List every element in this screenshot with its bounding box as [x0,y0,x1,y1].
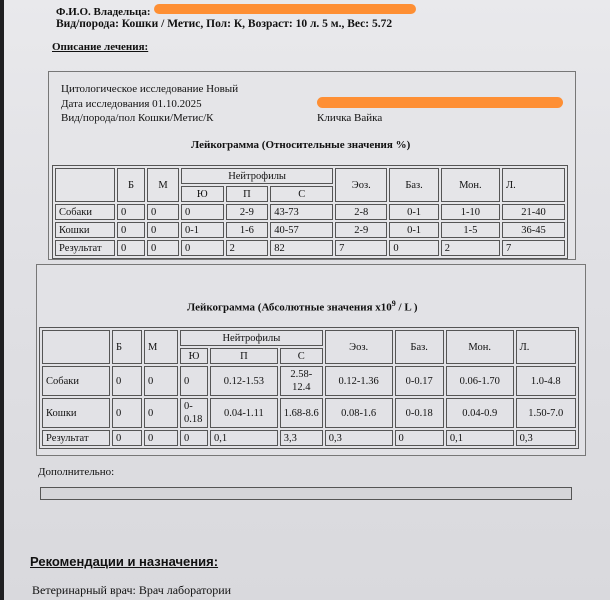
col-b: Б [117,168,145,202]
absolute-leukogram-panel [36,264,586,456]
cell-yu: 0 [180,430,208,446]
redaction-owner [154,4,416,14]
pet-info: Вид/порода: Кошки / Метис, Пол: К, Возраст: 10 л. 5 м., Вес: 5.72 [56,18,393,30]
cell-m: 0 [147,222,179,238]
cell-l: 0,3 [516,430,576,446]
redaction-clinic [317,97,563,108]
cell-mon: 1-10 [441,204,500,220]
cell-p: 2 [226,240,269,256]
additional-field [40,487,572,500]
cell-yu: 0 [181,204,224,220]
cell-eos: 0,3 [325,430,393,446]
col-baz: Баз. [389,168,438,202]
cell-p: 0,1 [210,430,278,446]
cell-yu: 0-1 [181,222,224,238]
col-yu: Ю [180,348,208,364]
cell-b: 0 [112,366,142,396]
cell-eos: 2-8 [335,204,387,220]
col-p: П [210,348,278,364]
cell-mon: 0.04-0.9 [446,398,514,428]
cell-yu: 0 [180,366,208,396]
cell-b: 0 [117,222,145,238]
cell-yu: 0 [181,240,224,256]
col-eos: Эоз. [335,168,387,202]
row-name: Собаки [55,204,115,220]
vet-line: Ветеринарный врач: Врач лаборатории [32,583,232,597]
col-l: Л. [502,168,565,202]
col-yu: Ю [181,186,224,202]
cell-baz: 0 [395,430,444,446]
cell-eos: 0.08-1.6 [325,398,393,428]
cell-yu: 0-0.18 [180,398,208,428]
cell-eos: 0.12-1.36 [325,366,393,396]
cell-l: 21-40 [502,204,565,220]
col-baz: Баз. [395,330,444,364]
row-name: Кошки [55,222,115,238]
col-neutrophils: Нейтрофилы [181,168,333,184]
cell-eos: 2-9 [335,222,387,238]
col-p: П [226,186,269,202]
cell-m: 0 [144,430,178,446]
corner-cell [55,168,115,202]
absolute-table [39,327,579,449]
recommendations-label: Рекомендации и назначения: [30,554,219,569]
table-row [55,204,565,220]
cell-l: 1.50-7.0 [516,398,576,428]
cell-baz: 0 [389,240,438,256]
cell-eos: 7 [335,240,387,256]
row-name: Кошки [42,398,110,428]
cell-b: 0 [117,240,145,256]
cell-p: 0.12-1.53 [210,366,278,396]
table-row [55,240,565,256]
absolute-title-end: / L ) [395,301,418,314]
cell-l: 1.0-4.8 [516,366,576,396]
owner-label: Ф.И.О. Владельца: [56,6,151,18]
cell-baz: 0-0.17 [395,366,444,396]
cell-s: 2.58-12.4 [280,366,323,396]
cell-s: 40-57 [270,222,333,238]
col-neutrophils: Нейтрофилы [180,330,323,346]
table-row [42,398,576,428]
cell-m: 0 [147,240,179,256]
relative-leukogram-panel [48,71,576,260]
absolute-title [187,299,417,314]
cell-m: 0 [147,204,179,220]
cell-p: 2-9 [226,204,269,220]
cell-b: 0 [112,398,142,428]
cell-b: 0 [112,430,142,446]
table-row [55,222,565,238]
cell-baz: 0-1 [389,204,438,220]
relative-table [52,165,568,259]
col-m: М [144,330,178,364]
treatment-label: Описание лечения: [52,41,149,53]
col-mon: Мон. [446,330,514,364]
cell-mon: 2 [441,240,500,256]
additional-label: Дополнительно: [38,466,115,478]
cell-mon: 1-5 [441,222,500,238]
col-l: Л. [516,330,576,364]
col-m: М [147,168,179,202]
absolute-title-sup: 9 [391,299,396,308]
cell-p: 1-6 [226,222,269,238]
cell-b: 0 [117,204,145,220]
cell-s: 1.68-8.6 [280,398,323,428]
col-s: С [280,348,323,364]
document-page [4,0,610,600]
row-name: Результат [42,430,110,446]
cell-l: 36-45 [502,222,565,238]
row-name: Собаки [42,366,110,396]
study-species: Вид/порода/пол Кошки/Метис/К [61,112,214,124]
cell-p: 0.04-1.11 [210,398,278,428]
col-s: С [270,186,333,202]
study-date: Дата исследования 01.10.2025 [61,98,202,110]
col-eos: Эоз. [325,330,393,364]
table-row [42,430,576,446]
cell-l: 7 [502,240,565,256]
cell-mon: 0,1 [446,430,514,446]
corner-cell [42,330,110,364]
table-row [42,366,576,396]
col-mon: Мон. [441,168,500,202]
study-nickname: Кличка Вайка [317,112,383,124]
absolute-title-text: Лейкограмма (Абсолютные значения x10 [187,301,392,314]
cell-mon: 0.06-1.70 [446,366,514,396]
cell-m: 0 [144,398,178,428]
study-title: Цитологическое исследование Новый [61,83,239,95]
col-b: Б [112,330,142,364]
relative-title: Лейкограмма (Относительные значения %) [191,139,411,151]
cell-s: 43-73 [270,204,333,220]
cell-baz: 0-1 [389,222,438,238]
cell-s: 3,3 [280,430,323,446]
cell-m: 0 [144,366,178,396]
cell-baz: 0-0.18 [395,398,444,428]
row-name: Результат [55,240,115,256]
cell-s: 82 [270,240,333,256]
